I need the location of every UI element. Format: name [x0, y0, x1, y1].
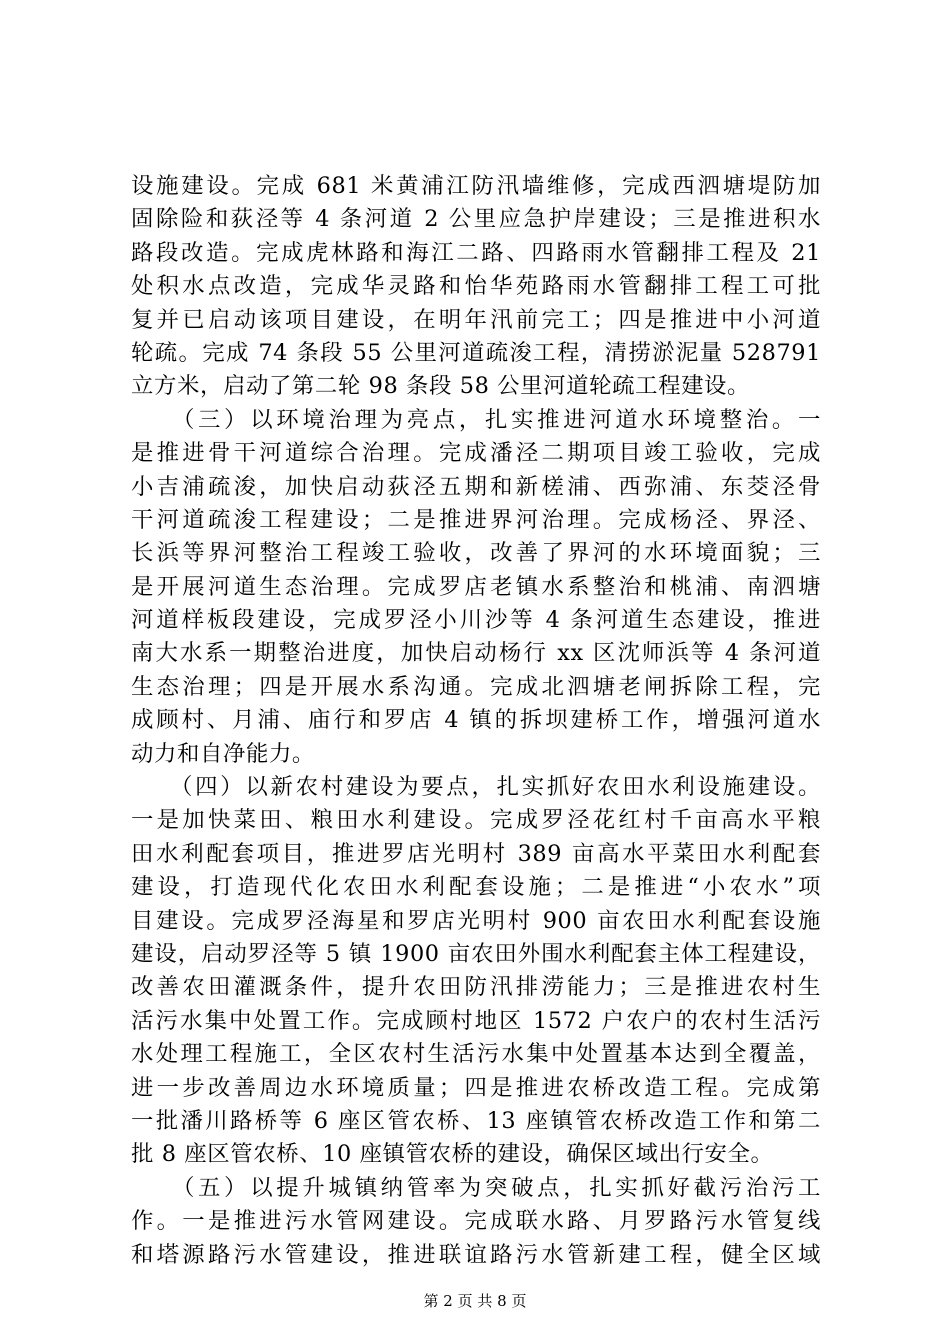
text-line: 活污水集中处置工作。完成顾村地区 1572 户农户的农村生活污	[131, 1007, 821, 1034]
text-line: （四）以新农村建设为要点，扎实抓好农田水利设施建设。	[131, 774, 821, 801]
text-line: 目建设。完成罗泾海星和罗店光明村 900 亩农田水利配套设施	[131, 907, 821, 934]
text-line: 水处理工程施工，全区农村生活污水集中处置基本达到全覆盖，	[131, 1041, 821, 1068]
text-line: 固除险和荻泾等 4 条河道 2 公里应急护岸建设；三是推进积水	[131, 206, 821, 233]
text-line: 田水利配套项目，推进罗店光明村 389 亩高水平菜田水利配套	[131, 840, 821, 867]
page-number-label: 第 2 页 共 8 页	[423, 1292, 527, 1310]
text-line: 是开展河道生态治理。完成罗店老镇水系整治和桃浦、南泗塘	[131, 573, 821, 600]
text-line: （三）以环境治理为亮点，扎实推进河道水环境整治。一	[131, 406, 821, 433]
text-line: 长浜等界河整治工程竣工验收，改善了界河的水环境面貌；三	[131, 540, 821, 567]
text-line: 路段改造。完成虎林路和海江二路、四路雨水管翻排工程及 21	[131, 239, 821, 266]
text-line: 一是加快菜田、粮田水利建设。完成罗泾花红村千亩高水平粮	[131, 807, 821, 834]
text-line: 立方米，启动了第二轮 98 条段 58 公里河道轮疏工程建设。	[131, 373, 751, 400]
text-line: 复并已启动该项目建设，在明年汛前完工；四是推进中小河道	[131, 306, 821, 333]
text-line: 是推进骨干河道综合治理。完成潘泾二期项目竣工验收，完成	[131, 440, 821, 467]
text-line: （五）以提升城镇纳管率为突破点，扎实抓好截污治污工	[131, 1174, 821, 1201]
text-line: 河道样板段建设，完成罗泾小川沙等 4 条河道生态建设，推进	[131, 607, 821, 634]
text-line: 成顾村、月浦、庙行和罗店 4 镇的拆坝建桥工作，增强河道水	[131, 707, 821, 734]
page-footer	[0, 1290, 950, 1311]
text-line: 一批潘川路桥等 6 座区管农桥、13 座镇管农桥改造工作和第二	[131, 1107, 821, 1134]
text-line: 设施建设。完成 681 米黄浦江防汛墙维修，完成西泗塘堤防加	[131, 173, 821, 199]
text-line: 作。一是推进污水管网建设。完成联水路、月罗路污水管复线	[131, 1208, 821, 1235]
text-line: 批 8 座区管农桥、10 座镇管农桥的建设，确保区域出行安全。	[131, 1141, 774, 1168]
text-line: 轮疏。完成 74 条段 55 公里河道疏浚工程，清捞淤泥量 528791	[131, 339, 821, 366]
text-line: 干河道疏浚工程建设；二是推进界河治理。完成杨泾、界泾、	[131, 506, 821, 533]
document-body	[131, 170, 821, 1272]
text-line: 南大水系一期整治进度，加快启动杨行 xx 区沈师浜等 4 条河道	[131, 640, 821, 667]
text-line: 动力和自净能力。	[131, 740, 315, 767]
text-line: 进一步改善周边水环境质量；四是推进农桥改造工程。完成第	[131, 1074, 821, 1101]
text-line: 改善农田灌溉条件，提升农田防汛排涝能力；三是推进农村生	[131, 974, 821, 1001]
text-line: 和塔源路污水管建设，推进联谊路污水管新建工程，健全区域	[131, 1241, 821, 1268]
text-line: 小吉浦疏浚，加快启动荻泾五期和新槎浦、西弥浦、东茭泾骨	[131, 473, 821, 500]
text-line: 建设，打造现代化农田水利配套设施；二是推进“小农水”项	[131, 874, 821, 901]
text-line: 建设，启动罗泾等 5 镇 1900 亩农田外围水利配套主体工程建设，	[131, 940, 821, 967]
text-line: 处积水点改造，完成华灵路和怡华苑路雨水管翻排工程工可批	[131, 273, 821, 300]
text-line: 生态治理；四是开展水系沟通。完成北泗塘老闸拆除工程，完	[131, 673, 821, 700]
